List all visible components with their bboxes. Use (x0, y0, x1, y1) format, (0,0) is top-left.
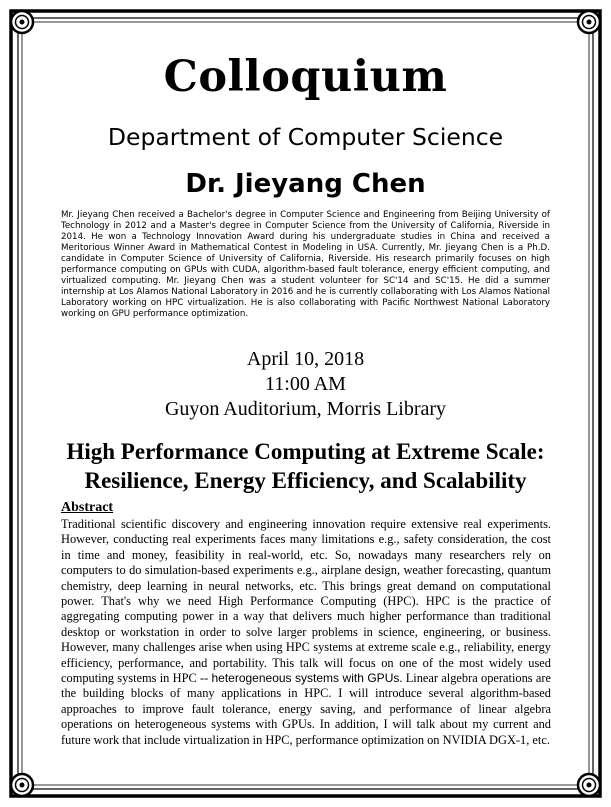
abstract-highlight: heterogeneous systems with GPUs (211, 671, 400, 686)
speaker-bio: Mr. Jieyang Chen received a Bachelor's degree in Computer Science and Engineering from Beijing University of Technology in 2012 and a Master's degree in Computer Science from the University of California, Riverside in 2014. He won a Technology Innovation Award during his undergraduate studies in China and received a Meritorious Winner Award in Mathematical Contest in Modeling in USA. Currently, Mr. Jieyang Chen is a Ph.D. candidate in Computer Science of University of California, Riverside. His research primarily focuses on high performance computing on GPUs with CUDA, algorithm-based fault tolerance, energy efficient computing, and virtualized computing. Mr. Jieyang Chen was a student volunteer for SC'14 and SC'15. He did a summer internship at Los Alamos National Laboratory in 2016 and he is currently collaborating with Los Alamos National Laboratory working on HPC virtualization. He is also collaborating with Pacific Northwest National Laboratory working on GPU performance optimization. (61, 210, 550, 319)
speaker-name: Dr. Jieyang Chen (185, 169, 426, 199)
abstract-text-part: Traditional scientific discovery and engineering innovation require extensive real experiments. However, conducting real experiments faces many limitations e.g., safety consideration, the cost in time and money, feasibility in real-world, etc. So, nowadays many researchers rely on computers to do simulation-based experiments e.g., airplane design, weather forecasting, quantum chemistry, deep learning in neural networks, etc. This brings great demand on computational power. That's why we need High Performance Computing (HPC). HPC is the practice of aggregating computing power in a way that delivers much higher performance than traditional desktop or workstation in order to solve larger problems in science, engineering, or business. However, many challenges arise when using HPC systems at extreme scale e.g., reliability, energy efficiency, performance, and portability. This talk will focus on one of the most widely used computing systems in HPC -- (61, 517, 551, 686)
event-date: April 10, 2018 (246, 348, 365, 370)
abstract-text-part: . Linear algebra operations are the building blocks of many applications in HPC. I will introduce several algorithm-based approaches to improve fault tolerance, energy saving, and performance of linear algebra operations on heterogeneous systems with GPUs. In addition, I will talk about my current and future work that include virtualization in HPC, performance optimization on NVIDIA DGX-1, etc. (61, 671, 551, 747)
talk-title-line: Resilience, Energy Efficiency, and Scalability (84, 468, 527, 493)
abstract-text (61, 517, 551, 748)
event-time: 11:00 AM (265, 373, 346, 395)
talk-title (0, 437, 611, 495)
poster-title: Colloquium (163, 52, 448, 102)
talk-title-line: High Performance Computing at Extreme Scale: (66, 439, 545, 464)
abstract-heading: Abstract (61, 500, 114, 515)
event-venue: Guyon Auditorium, Morris Library (164, 398, 447, 420)
department-name: Department of Computer Science (107, 123, 504, 151)
